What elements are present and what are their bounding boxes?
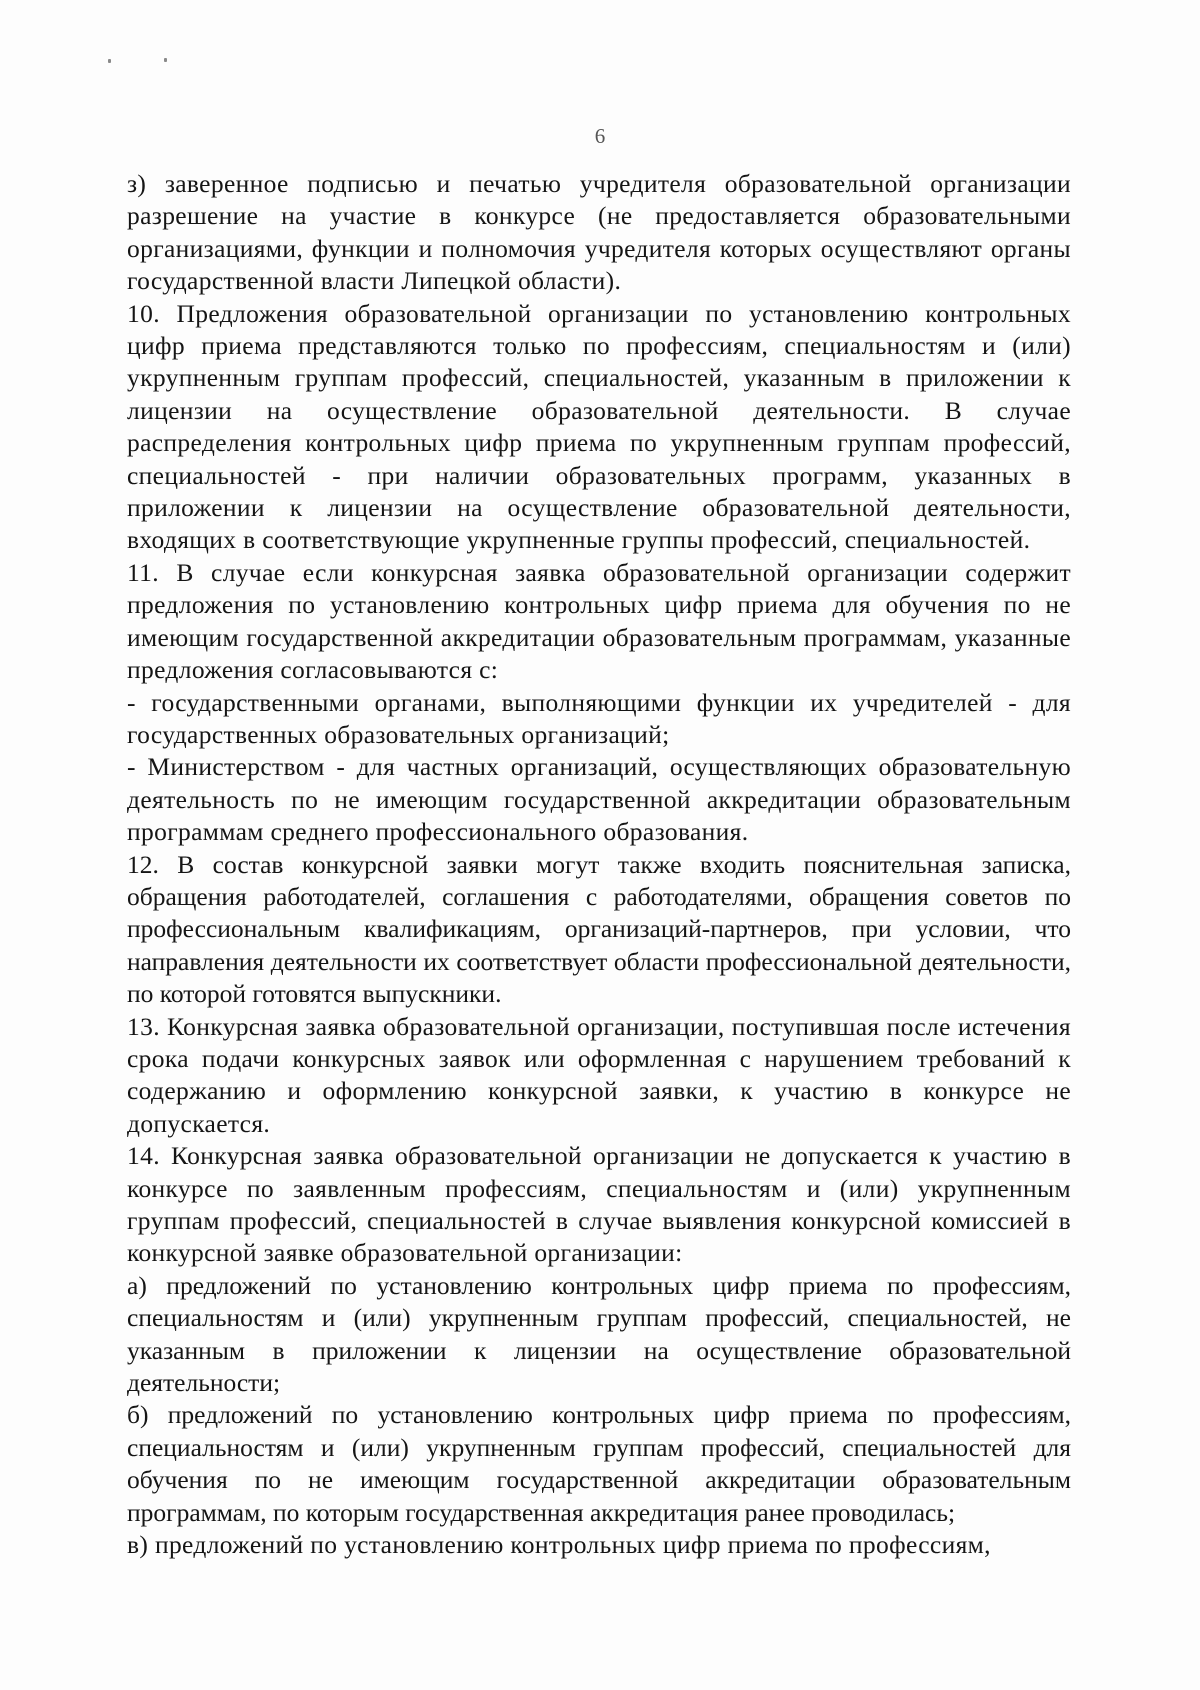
paragraph-item-a: а) предложений по установлению контрольных цифр приема по профессиям, специальностям и (или) укрупненным группам профессий, специальностей, не указанным в приложении к лицензии на осуществление образовательной деятельности; [127,1270,1071,1398]
paragraph-10: 10. Предложения образовательной организации по установлению контрольных цифр приема представляются только по профессиям, специальностям и (или) укрупненным группам профессий, специальностей, указанным в приложении к лицензии на осуществление образовательной деятельности. В случае распределения контрольных цифр приема по укрупненным группам профессий, специальностей - при наличии образовательных программ, указанных в приложении к лицензии на осуществление образовательной деятельности, входящих в соответствующие укрупненные группы профессий, специальностей. [127,298,1071,555]
paragraph-11: 11. В случае если конкурсная заявка образовательной организации содержит предложения по установлению контрольных цифр приема для обучения по не имеющим государственной аккредитации образовательным программам, указанные предложения согласовываются с: [127,557,1071,685]
scan-artifact-mark [108,59,111,63]
scan-artifact-marks [108,58,188,66]
list-item-state-bodies: - государственными органами, выполняющими функции их учредителей - для государственных образовательных организаций; [127,687,1071,749]
page-number: 6 [594,124,606,148]
paragraph-14: 14. Конкурсная заявка образовательной организации не допускается к участию в конкурсе по заявленным профессиям, специальностям и (или) укрупненным группам профессий, специальностей в случае выявления конкурсной комиссией в конкурсной заявке образовательной организации: [127,1141,1071,1268]
document-body [127,168,1071,1561]
scan-artifact-mark [164,58,167,62]
paragraph-13: 13. Конкурсная заявка образовательной организации, поступившая после истечения срока подачи конкурсных заявок или оформленная с нарушением требований к содержанию и оформлению конкурсной заявки, к участию в конкурсе не допускается. [127,1011,1071,1138]
paragraph-item-z: з) заверенное подписью и печатью учредителя образовательной организации разрешение на участие в конкурсе (не предоставляется образовательными организациями, функции и полномочия учредителя которых осуществляют органы государственной власти Липецкой области). [127,169,1071,296]
paragraph-12: 12. В состав конкурсной заявки могут также входить пояснительная записка, обращения работодателей, соглашения с работодателями, обращения советов по профессиональным квалификациям, организаций-партнеров, при условии, что направления деятельности их соответствует области профессиональной деятельности, по которой готовятся выпускники. [127,849,1071,1009]
list-item-ministry: - Министерством - для частных организаций, осуществляющих образовательную деятельность по не имеющим государственной аккредитации образовательным программам среднего профессионального образования. [127,752,1071,847]
paragraph-item-v: в) предложений по установлению контрольных цифр приема по профессиям, [127,1530,991,1560]
paragraph-item-b: б) предложений по установлению контрольных цифр приема по профессиям, специальностям и (или) укрупненным группам профессий, специальностей для обучения по не имеющим государственной аккредитации образовательным программам, по которым государственная аккредитация ранее проводилась; [127,1400,1071,1527]
